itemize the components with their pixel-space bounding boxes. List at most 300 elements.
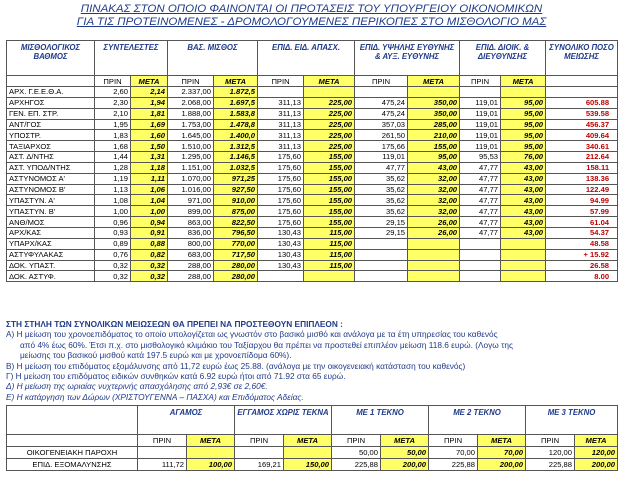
header-rank: ΜΙΣΘΟΛΟΓΙΚΟΣ ΒΑΘΜΟΣ bbox=[7, 41, 95, 76]
after-value-cell: 280,00 bbox=[214, 271, 258, 282]
before-value-cell: 1,08 bbox=[95, 195, 131, 206]
total-reduction-cell: 409.64 bbox=[546, 130, 618, 141]
header-special-duty-allowance: ΕΠΙΔ. ΕΙΔ. ΑΠΑΣΧ. bbox=[258, 41, 355, 76]
after-value-cell: 1,18 bbox=[131, 162, 168, 173]
table-row bbox=[7, 119, 618, 130]
sub-before: ΠΡΙΝ bbox=[168, 76, 214, 87]
table-row bbox=[7, 260, 618, 271]
after-value-cell bbox=[501, 238, 546, 249]
before-value-cell: 1.016,00 bbox=[168, 184, 214, 195]
after-value-cell: 2,14 bbox=[131, 87, 168, 98]
before-value-cell: 29,15 bbox=[355, 227, 408, 238]
before-value-cell: 899,00 bbox=[168, 206, 214, 217]
before-value-cell: 70,00 bbox=[429, 447, 478, 459]
before-value-cell: 311,13 bbox=[258, 119, 304, 130]
after-value-cell: 350,00 bbox=[408, 97, 460, 108]
table-row bbox=[7, 249, 618, 260]
before-value-cell: 261,50 bbox=[355, 130, 408, 141]
after-value-cell: 1,69 bbox=[131, 119, 168, 130]
after-value-cell: 0,32 bbox=[131, 271, 168, 282]
after-value-cell: 32,00 bbox=[408, 173, 460, 184]
table-row bbox=[7, 184, 618, 195]
before-value-cell: 311,13 bbox=[258, 141, 304, 152]
bottom-subheader-row bbox=[7, 435, 618, 447]
after-value-cell: 76,00 bbox=[501, 152, 546, 163]
rank-cell: ΓΕΝ. ΕΠ. ΣΤΡ. bbox=[7, 108, 95, 119]
after-value-cell: 43,00 bbox=[501, 195, 546, 206]
before-value-cell bbox=[355, 260, 408, 271]
sub-after: ΜΕΤΑ bbox=[304, 76, 355, 87]
after-value-cell: 32,00 bbox=[408, 195, 460, 206]
after-value-cell: 0,88 bbox=[131, 238, 168, 249]
sub-after: ΜΕΤΑ bbox=[381, 435, 429, 447]
before-value-cell: 1,13 bbox=[95, 184, 131, 195]
after-value-cell: 0,91 bbox=[131, 227, 168, 238]
before-value-cell: 119,01 bbox=[460, 119, 501, 130]
before-value-cell bbox=[460, 260, 501, 271]
before-value-cell: 175,60 bbox=[258, 152, 304, 163]
before-value-cell: 311,13 bbox=[258, 108, 304, 119]
total-reduction-cell: 605.88 bbox=[546, 97, 618, 108]
notes-section bbox=[6, 319, 618, 402]
after-value-cell: 350,00 bbox=[408, 108, 460, 119]
after-value-cell: 32,00 bbox=[408, 206, 460, 217]
after-value-cell: 1,31 bbox=[131, 152, 168, 163]
before-value-cell: 35,62 bbox=[355, 173, 408, 184]
before-value-cell: 47,77 bbox=[460, 227, 501, 238]
title-line-2: ΓΙΑ ΤΙΣ ΠΡΟΤΕΙΝΟΜΕΝΕΣ - ΔΡΟΜΟΛΟΓΟΥΜΕΝΕΣ ΠΕΡΙΚΟΠΕΣ ΣΤΟ ΜΙΣΘΟΛΟΓΙΟ ΜΑΣ bbox=[76, 16, 547, 28]
after-value-cell: 26,00 bbox=[408, 217, 460, 228]
rank-cell: ΤΑΞΙΑΡΧΟΣ bbox=[7, 141, 95, 152]
before-value-cell: 1.888,00 bbox=[168, 108, 214, 119]
table-row bbox=[7, 141, 618, 152]
sub-after: ΜΕΤΑ bbox=[131, 76, 168, 87]
before-value-cell: 1,19 bbox=[95, 173, 131, 184]
before-value-cell: 119,01 bbox=[355, 152, 408, 163]
before-value-cell: 2.337,00 bbox=[168, 87, 214, 98]
sub-after: ΜΕΤΑ bbox=[501, 76, 546, 87]
after-value-cell bbox=[284, 447, 332, 459]
before-value-cell: 971,00 bbox=[168, 195, 214, 206]
rank-cell: ΑΣΤ. Δ/ΝΤΗΣ bbox=[7, 152, 95, 163]
before-value-cell bbox=[460, 87, 501, 98]
sub-after: ΜΕΤΑ bbox=[408, 76, 460, 87]
note-d: Δ) Η μείωση της ωριαίας νυχτερινής απασχόλησης από 2,93€ σε 2,60€. bbox=[6, 381, 268, 392]
after-value-cell: 1.146,5 bbox=[214, 152, 258, 163]
before-value-cell: 130,43 bbox=[258, 238, 304, 249]
sub-before: ΠΡΙΝ bbox=[429, 435, 478, 447]
rank-cell: ΑΣΤΥΦΥΛΑΚΑΣ bbox=[7, 249, 95, 260]
after-value-cell: 1,50 bbox=[131, 141, 168, 152]
before-value-cell: 2,10 bbox=[95, 108, 131, 119]
before-value-cell bbox=[460, 238, 501, 249]
before-value-cell: 175,60 bbox=[258, 217, 304, 228]
after-value-cell bbox=[501, 271, 546, 282]
note-e: Ε) Η κατάργηση των Δώρων (ΧΡΙΣΤΟΥΓΕΝΝΑ – ΠΑΣΧΑ) και Επιδόματος Αδείας. bbox=[6, 391, 304, 402]
after-value-cell: 95,00 bbox=[501, 108, 546, 119]
after-value-cell: 200,00 bbox=[575, 459, 618, 471]
before-value-cell: 1,68 bbox=[95, 141, 131, 152]
before-value-cell: 225,88 bbox=[332, 459, 381, 471]
total-reduction-cell: + 15.92 bbox=[546, 249, 618, 260]
after-value-cell: 225,00 bbox=[304, 97, 355, 108]
before-value-cell: 111,72 bbox=[138, 459, 187, 471]
after-value-cell: 1,94 bbox=[131, 97, 168, 108]
before-value-cell: 29,15 bbox=[355, 217, 408, 228]
after-value-cell: 43,00 bbox=[501, 227, 546, 238]
family-table-body bbox=[7, 447, 618, 471]
after-value-cell: 43,00 bbox=[501, 184, 546, 195]
after-value-cell: 875,00 bbox=[214, 206, 258, 217]
note-b: Β) Η μείωση του επιδόματος εξομάλυνσης από 11,72 ευρώ έως 25.88. (ανάλογα με την οικογενειακή κατάσταση του καθενός) bbox=[6, 360, 466, 371]
after-value-cell: 200,00 bbox=[381, 459, 429, 471]
table-row bbox=[7, 206, 618, 217]
after-value-cell: 155,00 bbox=[304, 173, 355, 184]
after-value-cell bbox=[304, 271, 355, 282]
after-value-cell: 770,00 bbox=[214, 238, 258, 249]
table-row bbox=[7, 459, 618, 471]
after-value-cell bbox=[501, 249, 546, 260]
before-value-cell: 1,44 bbox=[95, 152, 131, 163]
total-reduction-cell: 48.58 bbox=[546, 238, 618, 249]
total-reduction-cell: 26.58 bbox=[546, 260, 618, 271]
after-value-cell: 971,25 bbox=[214, 173, 258, 184]
before-value-cell: 800,00 bbox=[168, 238, 214, 249]
total-reduction-cell: 158.11 bbox=[546, 162, 618, 173]
after-value-cell bbox=[501, 260, 546, 271]
before-value-cell bbox=[355, 249, 408, 260]
after-value-cell: 1.032,5 bbox=[214, 162, 258, 173]
before-value-cell: 1,00 bbox=[95, 206, 131, 217]
after-value-cell: 0,94 bbox=[131, 217, 168, 228]
total-reduction-cell: 61.04 bbox=[546, 217, 618, 228]
rank-cell: ΥΠΑΣΤΥΝ. Β' bbox=[7, 206, 95, 217]
after-value-cell: 717,50 bbox=[214, 249, 258, 260]
sub-after: ΜΕΤΑ bbox=[187, 435, 235, 447]
after-value-cell: 1,06 bbox=[131, 184, 168, 195]
after-value-cell: 155,00 bbox=[304, 217, 355, 228]
before-value-cell: 1.510,00 bbox=[168, 141, 214, 152]
before-value-cell bbox=[355, 271, 408, 282]
table-row bbox=[7, 195, 618, 206]
after-value-cell bbox=[304, 87, 355, 98]
before-value-cell bbox=[235, 447, 284, 459]
total-reduction-cell: 8.00 bbox=[546, 271, 618, 282]
after-value-cell: 95,00 bbox=[501, 97, 546, 108]
after-value-cell: 210,00 bbox=[408, 130, 460, 141]
sub-before: ΠΡΙΝ bbox=[235, 435, 284, 447]
after-value-cell: 225,00 bbox=[304, 141, 355, 152]
table-row bbox=[7, 108, 618, 119]
header-responsibility-allowance: ΕΠΙΔ. ΥΨΗΛΗΣ ΕΥΘΥΝΗΣ & ΑΥΞ. ΕΥΘΥΝΗΣ bbox=[355, 41, 460, 76]
rank-cell: ΑΝΘ/ΜΟΣ bbox=[7, 217, 95, 228]
header-single: ΑΓΑΜΟΣ bbox=[138, 406, 235, 435]
table-row bbox=[7, 238, 618, 249]
rank-cell: ΑΝΤ/ΓΟΣ bbox=[7, 119, 95, 130]
before-value-cell bbox=[258, 271, 304, 282]
after-value-cell: 43,00 bbox=[501, 206, 546, 217]
after-value-cell: 1.400,0 bbox=[214, 130, 258, 141]
before-value-cell: 1.151,00 bbox=[168, 162, 214, 173]
before-value-cell: 1,95 bbox=[95, 119, 131, 130]
before-value-cell: 1,28 bbox=[95, 162, 131, 173]
subheader-row bbox=[7, 76, 618, 87]
rank-cell: ΑΡΧΗΓΟΣ bbox=[7, 97, 95, 108]
sub-before: ΠΡΙΝ bbox=[95, 76, 131, 87]
allowance-label-cell: ΕΠΙΔ. ΕΞΟΜΑΛΥΝΣΗΣ bbox=[7, 459, 138, 471]
rank-cell: ΥΠΑΡΧ/ΚΑΣ bbox=[7, 238, 95, 249]
after-value-cell: 95,00 bbox=[501, 119, 546, 130]
header-one-child: ΜΕ 1 ΤΕΚΝΟ bbox=[332, 406, 429, 435]
after-value-cell: 1.312,5 bbox=[214, 141, 258, 152]
sub-after: ΜΕΤΑ bbox=[284, 435, 332, 447]
before-value-cell: 175,60 bbox=[258, 206, 304, 217]
table-row bbox=[7, 87, 618, 98]
table-row bbox=[7, 271, 618, 282]
before-value-cell: 863,00 bbox=[168, 217, 214, 228]
before-value-cell: 2.068,00 bbox=[168, 97, 214, 108]
before-value-cell: 0,76 bbox=[95, 249, 131, 260]
header-two-children: ΜΕ 2 ΤΕΚΝΟ bbox=[429, 406, 526, 435]
table-row bbox=[7, 217, 618, 228]
after-value-cell: 1,00 bbox=[131, 206, 168, 217]
family-allowance-table bbox=[6, 405, 618, 471]
before-value-cell: 2,30 bbox=[95, 97, 131, 108]
before-value-cell: 47,77 bbox=[460, 173, 501, 184]
before-value-cell: 47,77 bbox=[460, 184, 501, 195]
after-value-cell: 280,00 bbox=[214, 260, 258, 271]
total-reduction-cell: 54.37 bbox=[546, 227, 618, 238]
after-value-cell bbox=[408, 271, 460, 282]
before-value-cell: 0,89 bbox=[95, 238, 131, 249]
sub-before: ΠΡΙΝ bbox=[138, 435, 187, 447]
header-base-salary: ΒΑΣ. ΜΙΣΘΟΣ bbox=[168, 41, 258, 76]
before-value-cell: 0,93 bbox=[95, 227, 131, 238]
after-value-cell bbox=[408, 238, 460, 249]
after-value-cell: 225,00 bbox=[304, 119, 355, 130]
before-value-cell: 2,60 bbox=[95, 87, 131, 98]
table-row bbox=[7, 152, 618, 163]
after-value-cell: 200,00 bbox=[478, 459, 526, 471]
after-value-cell: 43,00 bbox=[501, 217, 546, 228]
before-value-cell: 119,01 bbox=[460, 108, 501, 119]
before-value-cell: 47,77 bbox=[460, 206, 501, 217]
total-reduction-cell: 122.49 bbox=[546, 184, 618, 195]
sub-after: ΜΕΤΑ bbox=[214, 76, 258, 87]
main-table-body bbox=[7, 87, 618, 282]
before-value-cell: 683,00 bbox=[168, 249, 214, 260]
after-value-cell: 43,00 bbox=[408, 162, 460, 173]
header-coefficients: ΣΥΝΤΕΛΕΣΤΕΣ bbox=[95, 41, 168, 76]
after-value-cell: 95,00 bbox=[501, 141, 546, 152]
rank-cell: ΥΠΑΣΤΥΝ. Α' bbox=[7, 195, 95, 206]
after-value-cell: 115,00 bbox=[304, 260, 355, 271]
after-value-cell: 155,00 bbox=[408, 141, 460, 152]
header-admin-allowance: ΕΠΙΔ. ΔΙΟΙΚ. & ΔΙΕΥΘΥΝΣΗΣ bbox=[460, 41, 546, 76]
before-value-cell: 1.070,00 bbox=[168, 173, 214, 184]
after-value-cell: 155,00 bbox=[304, 184, 355, 195]
after-value-cell: 70,00 bbox=[478, 447, 526, 459]
table-row bbox=[7, 173, 618, 184]
after-value-cell: 1.872,5 bbox=[214, 87, 258, 98]
rank-cell: ΑΣΤ. ΥΠΟΔ/ΝΤΗΣ bbox=[7, 162, 95, 173]
after-value-cell: 155,00 bbox=[304, 195, 355, 206]
sub-after: ΜΕΤΑ bbox=[478, 435, 526, 447]
before-value-cell: 175,60 bbox=[258, 173, 304, 184]
before-value-cell bbox=[460, 271, 501, 282]
after-value-cell: 155,00 bbox=[304, 206, 355, 217]
before-value-cell bbox=[258, 87, 304, 98]
before-value-cell: 175,60 bbox=[258, 184, 304, 195]
before-value-cell: 0,96 bbox=[95, 217, 131, 228]
after-value-cell: 1.697,5 bbox=[214, 97, 258, 108]
before-value-cell: 225,88 bbox=[526, 459, 575, 471]
after-value-cell: 155,00 bbox=[304, 152, 355, 163]
before-value-cell: 35,62 bbox=[355, 195, 408, 206]
after-value-cell: 43,00 bbox=[501, 173, 546, 184]
table-row bbox=[7, 447, 618, 459]
after-value-cell bbox=[408, 87, 460, 98]
before-value-cell: 35,62 bbox=[355, 206, 408, 217]
after-value-cell: 1.583,8 bbox=[214, 108, 258, 119]
before-value-cell: 0,32 bbox=[95, 271, 131, 282]
after-value-cell: 26,00 bbox=[408, 227, 460, 238]
after-value-cell: 1,81 bbox=[131, 108, 168, 119]
before-value-cell: 119,01 bbox=[460, 141, 501, 152]
notes-heading: ΣΤΗ ΣΤΗΛΗ ΤΩΝ ΣΥΝΟΛΙΚΩΝ ΜΕΙΩΣΕΩΝ ΘΑ ΠΡΕΠΕΙ ΝΑ ΠΡΟΣΤΕΘΟΥΝ ΕΠΙΠΛΕΟΝ : bbox=[6, 319, 343, 329]
before-value-cell bbox=[355, 238, 408, 249]
before-value-cell: 311,13 bbox=[258, 97, 304, 108]
before-value-cell: 288,00 bbox=[168, 260, 214, 271]
rank-cell: ΑΣΤΥΝΟΜΟΣ Α' bbox=[7, 173, 95, 184]
after-value-cell: 225,00 bbox=[304, 108, 355, 119]
before-value-cell bbox=[138, 447, 187, 459]
sub-before: ΠΡΙΝ bbox=[258, 76, 304, 87]
header-total-reduction: ΣΥΝΟΛΙΚΟ ΠΟΣΟ ΜΕΙΩΣΗΣ bbox=[546, 41, 618, 76]
total-reduction-cell: 456.37 bbox=[546, 119, 618, 130]
after-value-cell: 115,00 bbox=[304, 227, 355, 238]
table-row bbox=[7, 97, 618, 108]
after-value-cell: 822,50 bbox=[214, 217, 258, 228]
before-value-cell: 169,21 bbox=[235, 459, 284, 471]
before-value-cell: 836,00 bbox=[168, 227, 214, 238]
after-value-cell: 225,00 bbox=[304, 130, 355, 141]
after-value-cell bbox=[408, 249, 460, 260]
after-value-cell: 1.478,8 bbox=[214, 119, 258, 130]
before-value-cell: 35,62 bbox=[355, 184, 408, 195]
after-value-cell: 115,00 bbox=[304, 249, 355, 260]
before-value-cell: 1,83 bbox=[95, 130, 131, 141]
sub-before: ΠΡΙΝ bbox=[460, 76, 501, 87]
rank-cell: ΑΡΧ/ΚΑΣ bbox=[7, 227, 95, 238]
before-value-cell: 120,00 bbox=[526, 447, 575, 459]
total-reduction-cell: 539.58 bbox=[546, 108, 618, 119]
after-value-cell: 50,00 bbox=[381, 447, 429, 459]
sub-before: ΠΡΙΝ bbox=[332, 435, 381, 447]
after-value-cell bbox=[501, 87, 546, 98]
before-value-cell: 0,32 bbox=[95, 260, 131, 271]
before-value-cell: 130,43 bbox=[258, 227, 304, 238]
after-value-cell: 927,50 bbox=[214, 184, 258, 195]
after-value-cell bbox=[187, 447, 235, 459]
table-row bbox=[7, 227, 618, 238]
after-value-cell: 0,32 bbox=[131, 260, 168, 271]
before-value-cell: 47,77 bbox=[355, 162, 408, 173]
before-value-cell bbox=[355, 87, 408, 98]
before-value-cell: 225,88 bbox=[429, 459, 478, 471]
before-value-cell: 357,03 bbox=[355, 119, 408, 130]
after-value-cell: 43,00 bbox=[501, 162, 546, 173]
rank-cell: ΑΡΧ. Γ.Ε.Ε.Θ.Α. bbox=[7, 87, 95, 98]
after-value-cell: 100,00 bbox=[187, 459, 235, 471]
after-value-cell: 1,11 bbox=[131, 173, 168, 184]
header-three-children: ΜΕ 3 ΤΕΚΝΟ bbox=[526, 406, 618, 435]
before-value-cell: 1.753,00 bbox=[168, 119, 214, 130]
after-value-cell: 95,00 bbox=[408, 152, 460, 163]
before-value-cell: 475,24 bbox=[355, 108, 408, 119]
after-value-cell: 120,00 bbox=[575, 447, 618, 459]
allowance-label-cell: ΟΙΚΟΓΕΝΕΙΑΚΗ ΠΑΡΟΧΗ bbox=[7, 447, 138, 459]
rank-cell: ΔΟΚ. ΑΣΤΥΦ. bbox=[7, 271, 95, 282]
after-value-cell: 285,00 bbox=[408, 119, 460, 130]
total-reduction-cell: 94.99 bbox=[546, 195, 618, 206]
main-salary-table bbox=[6, 40, 618, 282]
after-value-cell: 910,00 bbox=[214, 195, 258, 206]
before-value-cell: 119,01 bbox=[460, 130, 501, 141]
total-reduction-cell: 340.61 bbox=[546, 141, 618, 152]
before-value-cell: 130,43 bbox=[258, 260, 304, 271]
before-value-cell: 95,53 bbox=[460, 152, 501, 163]
total-reduction-cell: 138.36 bbox=[546, 173, 618, 184]
before-value-cell: 175,60 bbox=[258, 162, 304, 173]
note-a-line-1: Α) Η μείωση του χρονοεπιδόματος το οποίο υπολογίζεται ως γνωστόν στο βασικό μισθό και ανάλογα με τα έτη υπηρεσίας του καθενός bbox=[6, 329, 498, 340]
total-reduction-cell bbox=[546, 87, 618, 98]
rank-cell: ΥΠΟΣΤΡ. bbox=[7, 130, 95, 141]
before-value-cell: 1.295,00 bbox=[168, 152, 214, 163]
total-reduction-cell: 212.64 bbox=[546, 152, 618, 163]
before-value-cell: 119,01 bbox=[460, 97, 501, 108]
after-value-cell: 150,00 bbox=[284, 459, 332, 471]
after-value-cell: 796,50 bbox=[214, 227, 258, 238]
after-value-cell bbox=[408, 260, 460, 271]
note-a-line-3: μείωσης του βασικού μισθού κατά 197.5 ευρώ και με χρονοεπίδομα 60%). bbox=[20, 350, 292, 361]
header-married-no-children: ΕΓΓΑΜΟΣ ΧΩΡΙΣ ΤΕΚΝΑ bbox=[235, 406, 332, 435]
rank-cell: ΑΣΤΥΝΟΜΟΣ Β' bbox=[7, 184, 95, 195]
before-value-cell: 130,43 bbox=[258, 249, 304, 260]
before-value-cell: 47,77 bbox=[460, 162, 501, 173]
rank-cell: ΔΟΚ. ΥΠΑΣΤ. bbox=[7, 260, 95, 271]
before-value-cell: 475,24 bbox=[355, 97, 408, 108]
after-value-cell: 1,60 bbox=[131, 130, 168, 141]
sub-before: ΠΡΙΝ bbox=[526, 435, 575, 447]
before-value-cell: 175,66 bbox=[355, 141, 408, 152]
after-value-cell: 32,00 bbox=[408, 184, 460, 195]
after-value-cell: 155,00 bbox=[304, 162, 355, 173]
before-value-cell: 1.645,00 bbox=[168, 130, 214, 141]
table-row bbox=[7, 162, 618, 173]
before-value-cell: 175,60 bbox=[258, 195, 304, 206]
note-a-line-2: από 4% έως 60%. Έτσι π.χ. στο μισθολογικό κλιμάκιο του Ταξίαρχου θα πρέπει να προστεθεί επιπλέον μείωση 118.6 ευρώ. (Λογω της bbox=[20, 339, 513, 350]
note-c: Γ) Η μείωση του επιδόματος ειδικών συνθηκών κατά 6.92 ευρώ ήτοι από 71.92 στα 65 ευρώ. bbox=[6, 371, 346, 382]
table-row bbox=[7, 130, 618, 141]
sub-before: ΠΡΙΝ bbox=[355, 76, 408, 87]
after-value-cell: 95,00 bbox=[501, 130, 546, 141]
sub-after: ΜΕΤΑ bbox=[575, 435, 618, 447]
after-value-cell: 1,04 bbox=[131, 195, 168, 206]
before-value-cell bbox=[460, 249, 501, 260]
title-line-1: ΠΙΝΑΚΑΣ ΣΤΟΝ ΟΠΟΙΟ ΦΑΙΝΟΝΤΑΙ ΟΙ ΠΡΟΤΑΣΕΙΣ ΤΟΥ ΥΠΟΥΡΓΕΙΟΥ ΟΙΚΟΝΟΜΙΚΩΝ bbox=[80, 3, 543, 15]
before-value-cell: 47,77 bbox=[460, 195, 501, 206]
